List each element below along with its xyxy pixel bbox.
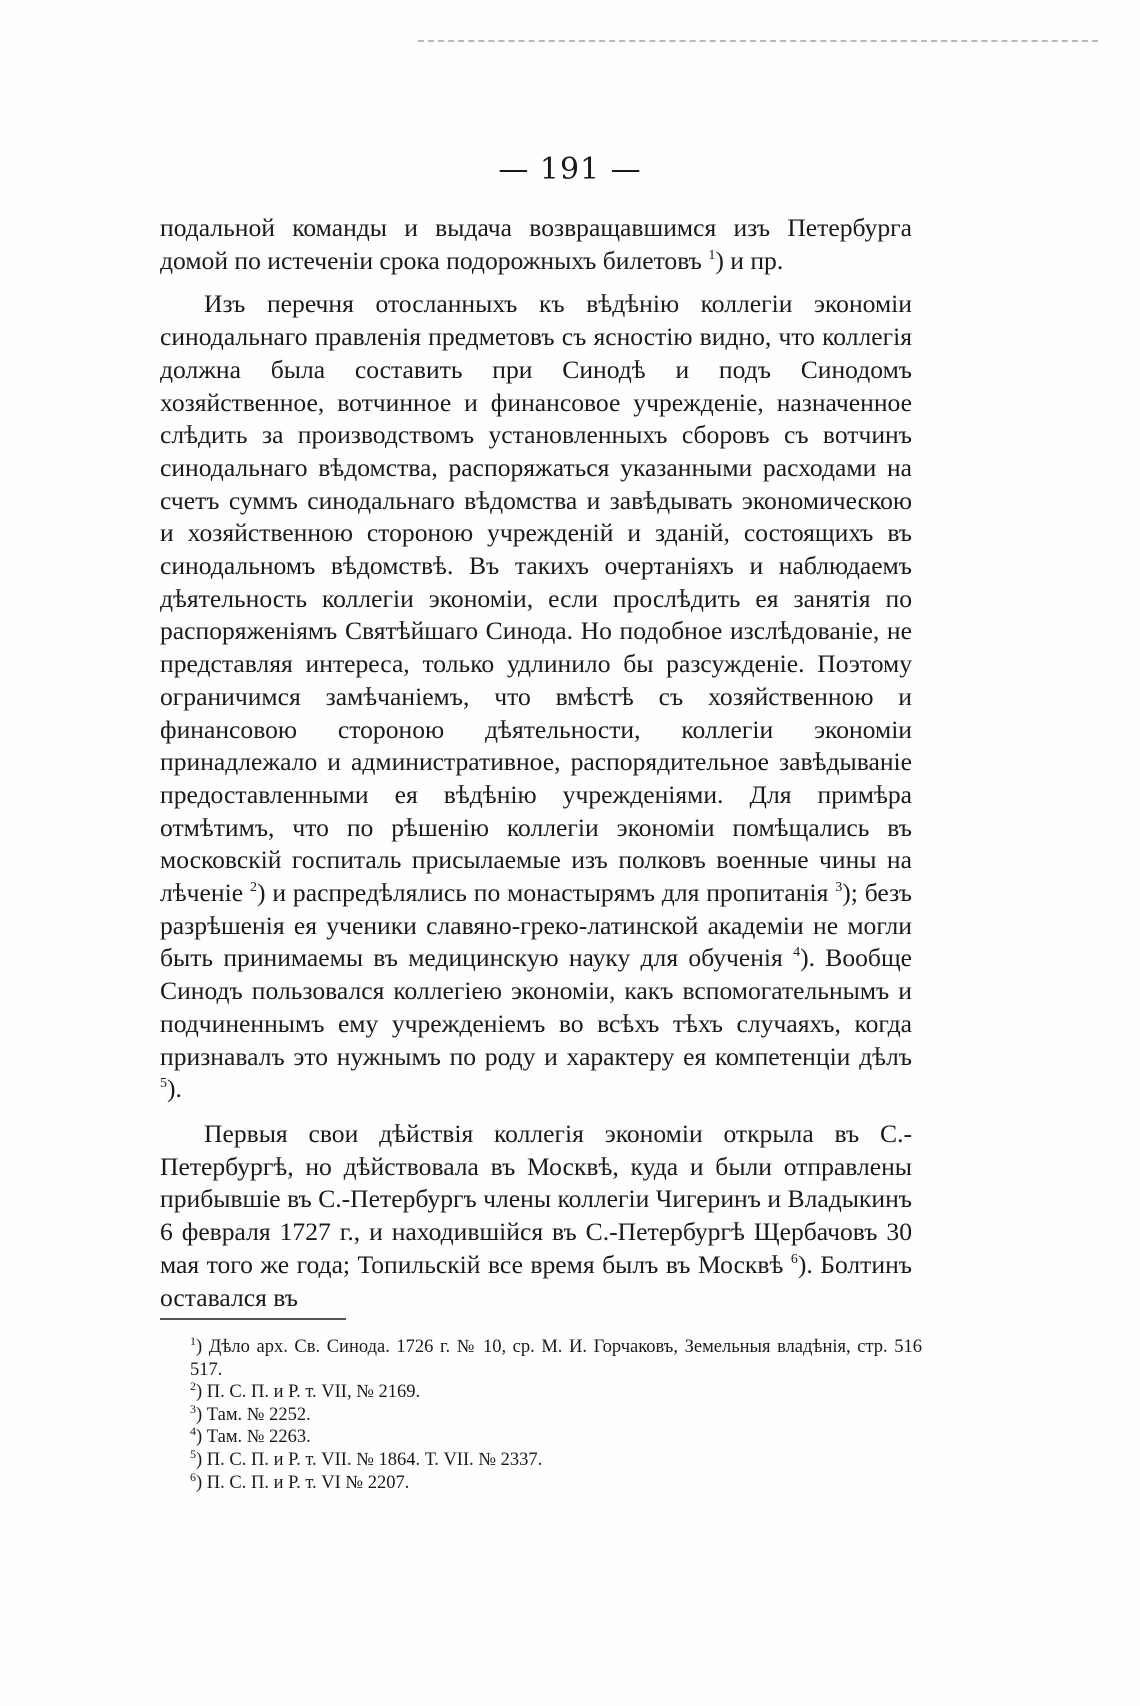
body-text [160, 212, 912, 1314]
top-scan-rule [418, 40, 1098, 42]
paragraph-3-text-a: Первыя свои дѣйствія коллегія экономіи открыла въ С.-Петербургѣ, но дѣйствовала въ Москвѣ, куда и были отправлены прибывшіе въ С.-Петербургъ члены коллегіи Чигеринъ и Владыкинъ 6 февраля 1727 г., и находившійся въ С.-Петербургѣ Щербачовъ 30 мая того же года; Топильскій все время былъ въ Москвѣ [160, 1118, 912, 1279]
paragraph-1 [160, 212, 912, 277]
footnote-6 [160, 1469, 922, 1495]
page-number: — 191 — [498, 152, 642, 187]
paragraph-2-text-e: ). [167, 1074, 182, 1104]
paragraph-1-text-a: подальной команды и выдача возвращавшимся изъ Петербурга домой по истеченіи срока подорожныхъ билетовъ [160, 213, 912, 275]
footnote-6-text: ) П. С. П. и Р. т. VI № 2207. [196, 1472, 410, 1493]
footnote-1-text: ) Дѣло арх. Св. Синода. 1726 г. № 10, ср. М. И. Горчаковъ, Земельныя владѣнія, стр. 516 517. [190, 1337, 922, 1380]
paragraph-1-text-b: ) и пр. [715, 245, 784, 275]
footnote-2 [160, 1381, 922, 1404]
footnote-ref-5: 5 [160, 1076, 167, 1092]
footnote-ref-1: 1 [708, 247, 716, 263]
footnote-1 [160, 1336, 922, 1381]
footnote-5 [160, 1446, 922, 1472]
footnote-2-text: ) П. С. П. и Р. т. VII, № 2169. [196, 1382, 421, 1403]
paragraph-2-text-b: ) и распредѣлялись по монастырямъ для пропитанія [256, 878, 836, 908]
footnote-3-text: ) Там. № 2252. [196, 1404, 311, 1425]
paragraph-2 [160, 288, 912, 1106]
footnote-4-text: ) Там. № 2263. [196, 1427, 311, 1448]
paragraph-3-text-b: ). Болтинъ оставался въ [160, 1249, 912, 1312]
footnote-4-mark: 4 [190, 1424, 196, 1439]
paragraph-2-text-a: Изъ перечня отосланныхъ къ вѣдѣнію коллегіи экономіи синодальнаго правленія предметовъ съ ясностію видно, что коллегія должна была составить при Синодѣ и подъ Синодомъ хозяйственное, вотчинное и финансовое учрежденіе, назначенное слѣдить за производствомъ установленныхъ сборовъ съ вотчинъ синодальнаго вѣдомства, распоряжаться указанными расходами на счетъ суммъ синодальнаго вѣдомства и завѣдывать экономическою и хозяйственною стороною учрежденій и зданій, состоящихъ въ синодальномъ вѣдомствѣ. Въ такихъ очертаніяхъ и наблюдаемъ дѣятельность коллегіи экономіи, если прослѣдить ея занятія по распоряженіямъ Святѣйшаго Синода. Но подобное изслѣдованіе, не представляя интереса, только удлинило бы разсужденіе. Поэтому ограничимся замѣчаніемъ, что вмѣстѣ съ хозяйственною и финансовою стороною дѣятельности, коллегіи экономіи принадлежало и административное, распорядительное завѣдываніе предоставленными ея вѣдѣнію учрежденіями. Для примѣра отмѣтимъ, что по рѣшенію коллегіи экономіи помѣщались въ московскій госпиталь присылаемые изъ полковъ военные чины на лѣченіе [160, 289, 912, 908]
footnote-ref-2: 2 [249, 880, 257, 896]
footnote-ref-6: 6 [790, 1251, 798, 1267]
paragraph-3 [160, 1118, 912, 1314]
footnote-3-mark: 3 [190, 1401, 196, 1416]
footnote-5-mark: 5 [190, 1446, 196, 1461]
footnote-5-text: ) П. С. П. и Р. т. VII. № 1864. Т. VII. № 2337. [196, 1449, 543, 1470]
footnotes [160, 1336, 922, 1494]
footnote-2-mark: 2 [190, 1379, 196, 1394]
footnote-3 [160, 1401, 922, 1427]
paragraph-2-text-d: ). Вообще Синодъ пользовался коллегіею экономіи, какъ вспомогательнымъ и подчиненнымъ ему учрежденіемъ во всѣхъ тѣхъ случаяхъ, когда признавалъ это нужнымъ по роду и характеру ея компетенціи дѣлъ [160, 943, 913, 1071]
footnote-6-mark: 6 [190, 1469, 196, 1484]
footnote-ref-4: 4 [793, 945, 801, 961]
footnote-4 [160, 1426, 922, 1449]
footnote-1-mark: 1 [190, 1334, 196, 1348]
footnote-separator [160, 1318, 346, 1320]
footnote-ref-3: 3 [835, 880, 843, 896]
paragraph-2-text-c: ); безъ разрѣшенія ея ученики славяно-греко-латинской академіи не могли быть принимаемы въ медицинскую науку для обученія [160, 878, 913, 973]
